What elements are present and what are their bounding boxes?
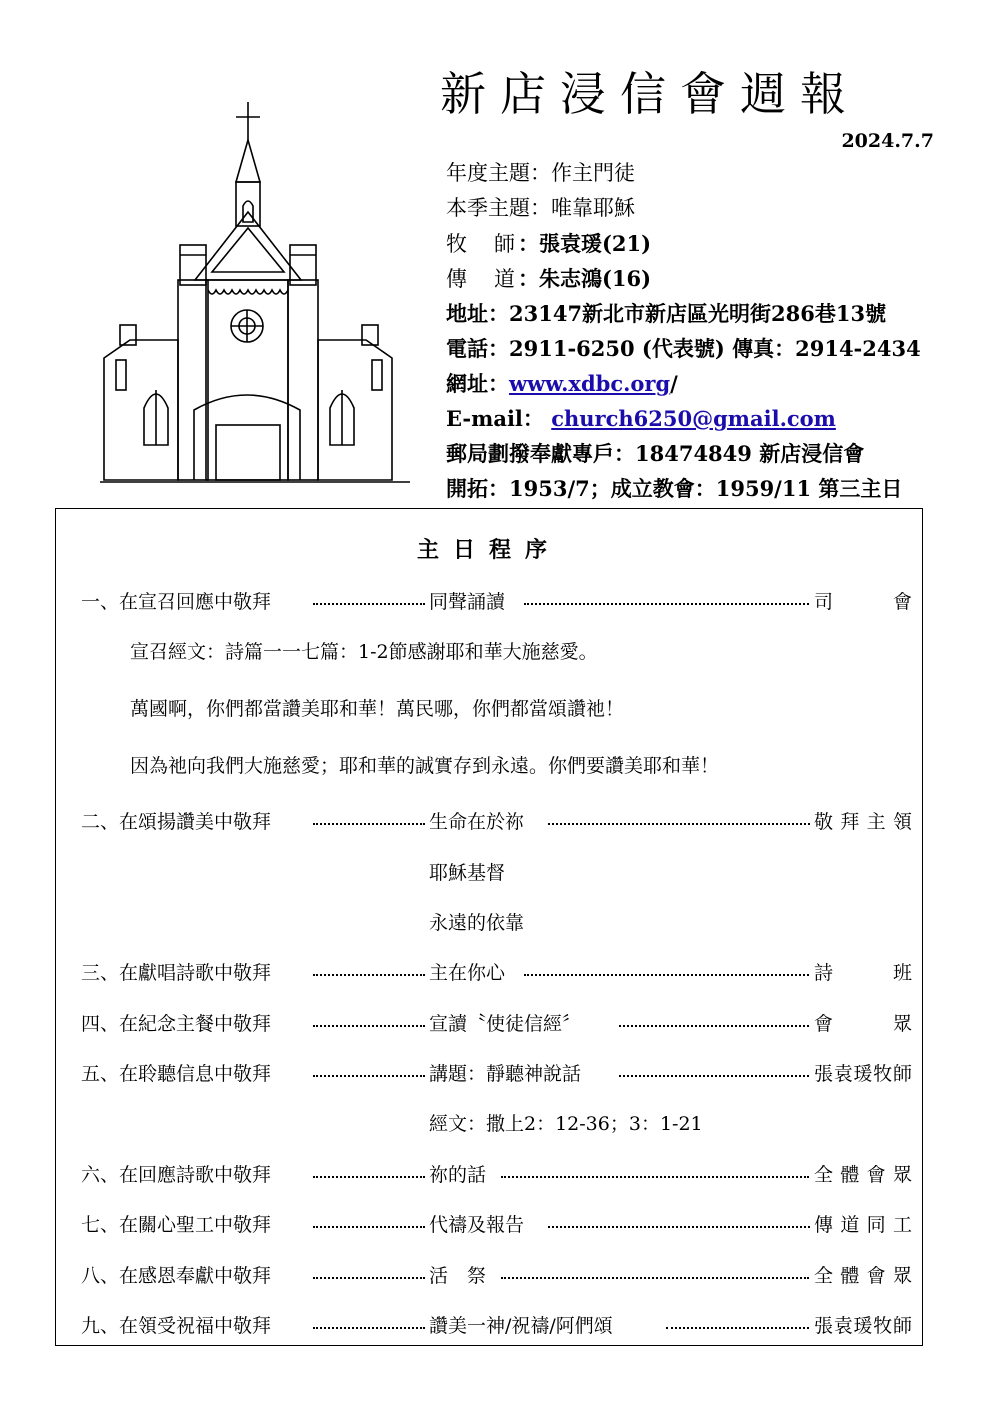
order-item-right: 詩 班 bbox=[814, 962, 912, 984]
postal-account: 郵局劃撥奉獻專戶：18474849 新店浸信會 bbox=[446, 441, 865, 466]
sermon-scripture: 經文：撒上2：12-36；3：1-21 bbox=[429, 1113, 703, 1135]
song-3: 永遠的依靠 bbox=[429, 912, 525, 934]
order-item-right: 傳道同工 bbox=[814, 1214, 912, 1236]
founding-info: 開拓：1953/7；成立教會：1959/11 第三主日 bbox=[446, 476, 903, 501]
dotted-leader bbox=[619, 1025, 809, 1027]
order-item-label: 二、在頌揚讚美中敬拜 bbox=[81, 811, 272, 833]
preacher-row bbox=[446, 261, 921, 296]
dotted-leader bbox=[548, 823, 810, 825]
verse-2: 因為祂向我們大施慈愛；耶和華的誠實存到永遠。你們要讚美耶和華！ bbox=[130, 755, 720, 777]
order-item-right: 張袁瑗牧師 bbox=[814, 1063, 912, 1085]
preacher-key-a: 傳 bbox=[446, 267, 467, 291]
song-2: 耶穌基督 bbox=[429, 862, 506, 884]
call-scripture: 宣召經文：詩篇一一七篇：1-2節感謝耶和華大施慈愛。 bbox=[130, 641, 598, 663]
dotted-leader bbox=[524, 603, 809, 605]
dotted-leader bbox=[548, 1226, 810, 1228]
order-item-right: 會 眾 bbox=[814, 1013, 912, 1035]
bulletin-title: 新店浸信會週報 bbox=[440, 67, 860, 121]
dotted-leader bbox=[524, 974, 809, 976]
church-info bbox=[446, 156, 921, 506]
order-item-label: 七、在關心聖工中敬拜 bbox=[81, 1214, 272, 1236]
order-item-middle: 祢的話 bbox=[429, 1164, 487, 1186]
dotted-leader bbox=[501, 1176, 809, 1178]
email-link[interactable]: church6250@gmail.com bbox=[551, 406, 836, 431]
order-item-middle: 代禱及報告 bbox=[429, 1214, 525, 1236]
order-item-right: 張袁瑗牧師 bbox=[814, 1315, 912, 1337]
dotted-leader bbox=[313, 974, 425, 976]
preacher-key-b: 道 bbox=[494, 267, 515, 291]
dotted-leader bbox=[666, 1327, 809, 1329]
order-item-middle: 活 祭 bbox=[429, 1265, 487, 1287]
dotted-leader bbox=[313, 823, 425, 825]
dotted-leader bbox=[313, 1176, 425, 1178]
dotted-leader bbox=[313, 1075, 425, 1077]
order-item-label: 六、在回應詩歌中敬拜 bbox=[81, 1164, 272, 1186]
dotted-leader bbox=[313, 1277, 425, 1279]
dotted-leader bbox=[313, 1226, 425, 1228]
order-item-middle: 講題：靜聽神說話 bbox=[429, 1063, 582, 1085]
order-item-middle: 主在你心 bbox=[429, 962, 506, 984]
order-title: 主日程序 bbox=[416, 537, 561, 563]
church-illustration-icon bbox=[100, 100, 410, 490]
website-row bbox=[446, 366, 921, 401]
order-item-label: 一、在宣召回應中敬拜 bbox=[81, 591, 272, 613]
order-item-label: 四、在紀念主餐中敬拜 bbox=[81, 1013, 272, 1035]
order-item-label: 八、在感恩奉獻中敬拜 bbox=[81, 1265, 272, 1287]
dotted-leader bbox=[501, 1277, 809, 1279]
order-item-label: 三、在獻唱詩歌中敬拜 bbox=[81, 962, 272, 984]
address: 地址：23147新北市新店區光明街286巷13號 bbox=[446, 301, 887, 326]
order-item-right: 司 會 bbox=[814, 591, 912, 613]
dotted-leader bbox=[313, 1327, 425, 1329]
order-item-right: 敬拜主領 bbox=[814, 811, 912, 833]
order-item-middle: 讚美一神/祝禱/阿們頌 bbox=[429, 1315, 613, 1337]
preacher-value: ：朱志鴻(16) bbox=[518, 266, 652, 291]
bulletin-date: 2024.7.7 bbox=[841, 130, 934, 152]
order-item-middle: 宣讀〝使徒信經〞 bbox=[429, 1013, 582, 1035]
order-item-right: 全體會眾 bbox=[814, 1164, 912, 1186]
order-item-label: 五、在聆聽信息中敬拜 bbox=[81, 1063, 272, 1085]
pastor-value: ：張袁瑗(21) bbox=[518, 231, 652, 256]
dotted-leader bbox=[313, 1025, 425, 1027]
order-item-middle: 同聲誦讀 bbox=[429, 591, 506, 613]
dotted-leader bbox=[313, 603, 425, 605]
season-theme: 本季主題：唯靠耶穌 bbox=[446, 196, 635, 220]
pastor-key-a: 牧 bbox=[446, 232, 467, 256]
verse-1: 萬國啊，你們都當讚美耶和華！萬民哪，你們都當頌讚祂！ bbox=[130, 698, 625, 720]
annual-theme: 年度主題：作主門徒 bbox=[446, 161, 635, 185]
email-label: E-mail： bbox=[446, 406, 544, 431]
order-item-middle: 生命在於祢 bbox=[429, 811, 525, 833]
dotted-leader bbox=[619, 1075, 809, 1077]
order-item-label: 九、在領受祝福中敬拜 bbox=[81, 1315, 272, 1337]
website-link[interactable]: www.xdbc.org bbox=[509, 371, 671, 396]
pastor-row bbox=[446, 226, 921, 261]
email-row bbox=[446, 401, 921, 436]
worship-order-box bbox=[55, 508, 923, 1346]
pastor-key-b: 師 bbox=[494, 232, 515, 256]
phone-fax: 電話：2911-6250 (代表號) 傳真：2914-2434 bbox=[446, 336, 921, 361]
website-label: 網址： bbox=[446, 371, 509, 396]
website-suffix: / bbox=[670, 371, 678, 396]
order-item-right: 全體會眾 bbox=[814, 1265, 912, 1287]
